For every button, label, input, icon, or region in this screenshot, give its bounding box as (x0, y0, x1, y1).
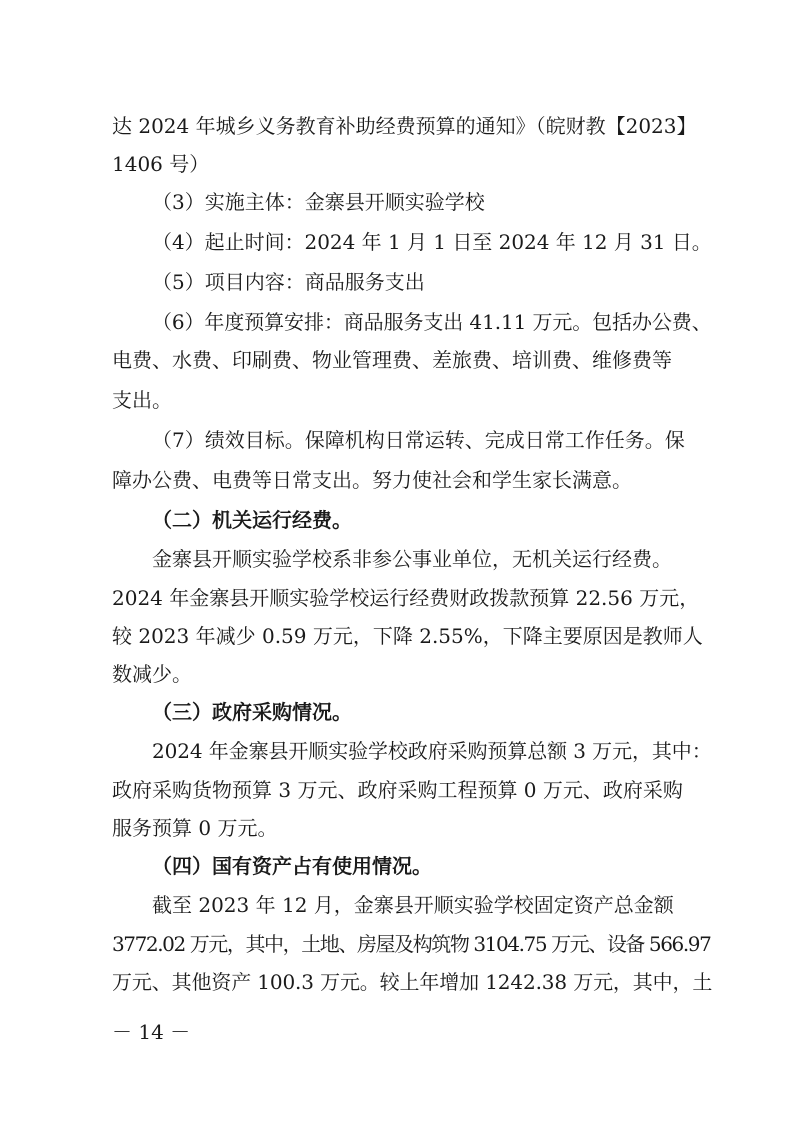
paragraph-line: （3）实施主体：金寨县开顺实验学校 (152, 190, 485, 214)
section-heading: （二）机关运行经费。 (152, 508, 352, 532)
paragraph-line: 2024 年金寨县开顺实验学校运行经费财政拨款预算 22.56 万元， (112, 586, 700, 610)
paragraph-line: 支出。 (112, 388, 172, 412)
paragraph-line: 较 2023 年减少 0.59 万元，下降 2.55%，下降主要原因是教师人 (112, 624, 703, 648)
paragraph-line: 数减少。 (112, 662, 192, 686)
paragraph-line: 2024 年金寨县开顺实验学校政府采购预算总额 3 万元，其中： (152, 739, 712, 763)
paragraph-line: （4）起止时间：2024 年 1 月 1 日至 2024 年 12 月 31 日。 (152, 230, 712, 254)
page-number: － 14 － (112, 1020, 191, 1044)
paragraph-line: 1406 号） (112, 152, 210, 176)
paragraph-line: 电费、水费、印刷费、物业管理费、差旅费、培训费、维修费等 (112, 348, 672, 372)
paragraph-line: 服务预算 0 万元。 (112, 816, 278, 840)
paragraph-line: （5）项目内容：商品服务支出 (152, 270, 425, 294)
paragraph-line: 达 2024 年城乡义务教育补助经费预算的通知》（皖财教【2023】 (112, 114, 697, 138)
paragraph-line: （6）年度预算安排：商品服务支出 41.11 万元。包括办公费、 (152, 310, 712, 334)
section-heading: （三）政府采购情况。 (152, 700, 352, 724)
paragraph-line: 截至 2023 年 12 月，金寨县开顺实验学校固定资产总金额 (152, 893, 674, 917)
section-heading: （四）国有资产占有使用情况。 (152, 854, 432, 878)
paragraph-line: 金寨县开顺实验学校系非参公事业单位，无机关运行经费。 (152, 547, 672, 571)
paragraph-line: 万元、其他资产 100.3 万元。较上年增加 1242.38 万元，其中，土 (112, 970, 713, 994)
paragraph-line: 障办公费、电费等日常支出。努力使社会和学生家长满意。 (112, 468, 632, 492)
paragraph-line: 政府采购货物预算 3 万元、政府采购工程预算 0 万元、政府采购 (112, 778, 683, 802)
paragraph-line: 3772.02 万元，其中，土地、房屋及构筑物 3104.75 万元、设备 566.97 (112, 932, 711, 956)
paragraph-line: （7）绩效目标。保障机构日常运转、完成日常工作任务。保 (152, 428, 685, 452)
